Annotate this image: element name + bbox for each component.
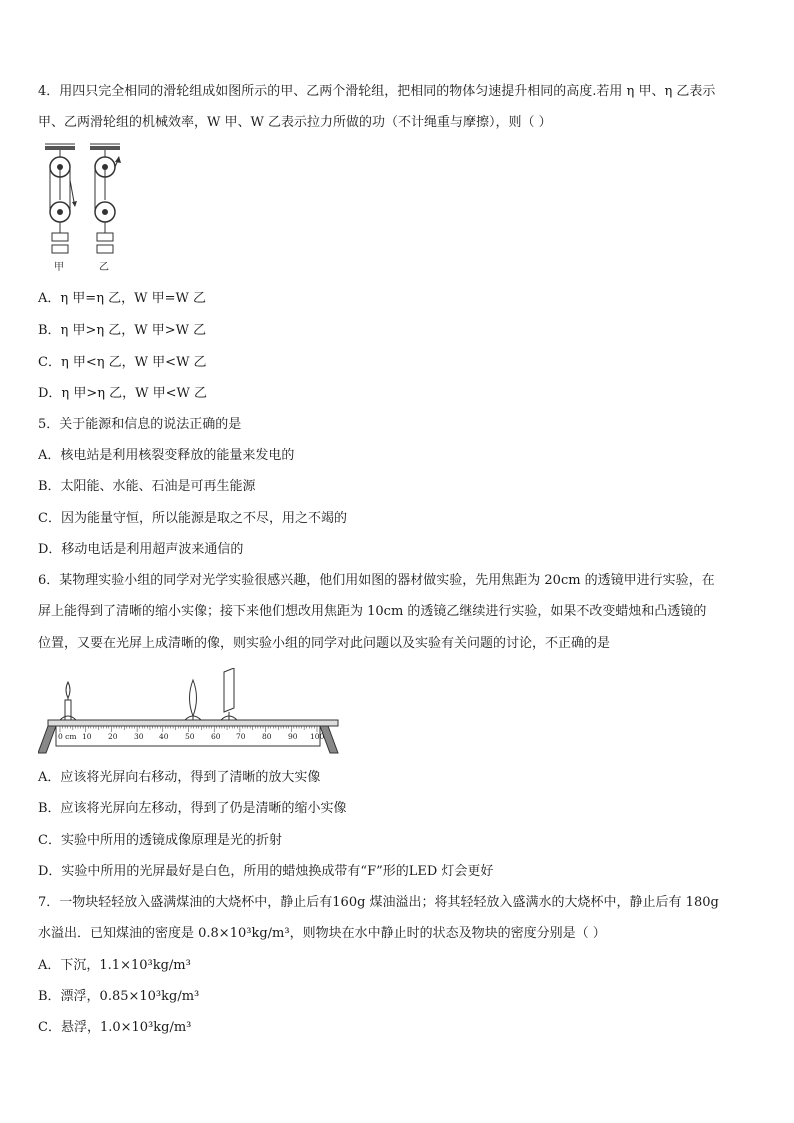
q4-stem-line-1: 4．用四只完全相同的滑轮组成如图所示的甲、乙两个滑轮组，把相同的物体匀速提升相同的高度.若用 η 甲、η 乙表示: [38, 84, 716, 99]
q4-stem-line-2: 甲、乙两滑轮组的机械效率，W 甲、W 乙表示拉力所做的功（不计绳重与摩擦），则（ ）: [38, 115, 552, 130]
figure-label-jia: 甲: [54, 262, 64, 273]
q4-option-a: A．η 甲=η 乙，W 甲=W 乙: [38, 291, 207, 306]
pulley-system-yi: [90, 144, 121, 253]
q5-option-c: C．因为能量守恒，所以能源是取之不尽，用之不竭的: [38, 511, 347, 526]
convex-lens: [185, 680, 201, 720]
q5-option-b: B．太阳能、水能、石油是可再生能源: [38, 479, 256, 494]
q6-option-d: D．实验中所用的光屏最好是白色，所用的蜡烛换成带有“F”形的LED 灯会更好: [38, 864, 494, 879]
q6-stem-line-2: 屏上能得到了清晰的缩小实像；接下来他们想改用焦距为 10cm 的透镜乙继续进行实验，如果不改变蜡烛和凸透镜的: [38, 604, 707, 619]
candle: [60, 682, 76, 720]
ruler-label-90: 90: [288, 732, 298, 741]
ruler-label-20: 20: [108, 732, 118, 741]
q4-option-d: D．η 甲>η 乙，W 甲<W 乙: [38, 386, 208, 401]
ruler-label-80: 80: [262, 732, 272, 741]
ruler-scale: [58, 732, 325, 744]
q7-option-c: C．悬浮，1.0×10³kg/m³: [38, 1020, 192, 1035]
q5-option-a: A．核电站是利用核裂变释放的能量来发电的: [38, 448, 295, 463]
ruler-label-30: 30: [134, 732, 144, 741]
pulley-figure: [38, 140, 138, 280]
ruler-label-100: 100: [310, 732, 325, 741]
ruler-label-0: 0 cm: [58, 732, 77, 741]
q7-option-a: A．下沉，1.1×10³kg/m³: [38, 958, 191, 973]
q7-stem-line-2: 水溢出．已知煤油的密度是 0.8×10³kg/m³，则物块在水中静止时的状态及物块的密度分别是（ ）: [38, 926, 606, 941]
q7-option-b: B．漂浮，0.85×10³kg/m³: [38, 989, 200, 1004]
ruler-label-40: 40: [159, 732, 169, 741]
ruler-label-10: 10: [82, 732, 92, 741]
ruler-label-60: 60: [211, 732, 221, 741]
q6-option-b: B．应该将光屏向左移动，得到了仍是清晰的缩小实像: [38, 801, 347, 816]
optical-bench-figure: [38, 668, 348, 758]
q6-stem-line-3: 位置，又要在光屏上成清晰的像，则实验小组的同学对此问题以及实验有关问题的讨论，不正确的是: [38, 636, 611, 651]
q6-option-a: A．应该将光屏向右移动，得到了清晰的放大实像: [38, 770, 321, 785]
q6-option-c: C．实验中所用的透镜成像原理是光的折射: [38, 833, 282, 848]
q6-stem-line-1: 6．某物理实验小组的同学对光学实验很感兴趣，他们用如图的器材做实验，先用焦距为 20cm 的透镜甲进行实验，在: [38, 573, 715, 588]
light-screen: [221, 668, 237, 720]
q7-stem-line-1: 7．一物块轻轻放入盛满煤油的大烧杯中，静止后有160g 煤油溢出；将其轻轻放入盛满水的大烧杯中，静止后有 180g: [38, 895, 719, 910]
q4-option-b: B．η 甲>η 乙，W 甲>W 乙: [38, 323, 207, 338]
q5-stem: 5．关于能源和信息的说法正确的是: [38, 417, 242, 432]
figure-label-yi: 乙: [99, 262, 109, 273]
pulley-system-jia: [45, 144, 77, 253]
ruler-label-50: 50: [185, 732, 195, 741]
q5-option-d: D．移动电话是利用超声波来通信的: [38, 542, 244, 557]
ruler-label-70: 70: [236, 732, 246, 741]
q4-option-c: C．η 甲<η 乙，W 甲<W 乙: [38, 355, 207, 370]
